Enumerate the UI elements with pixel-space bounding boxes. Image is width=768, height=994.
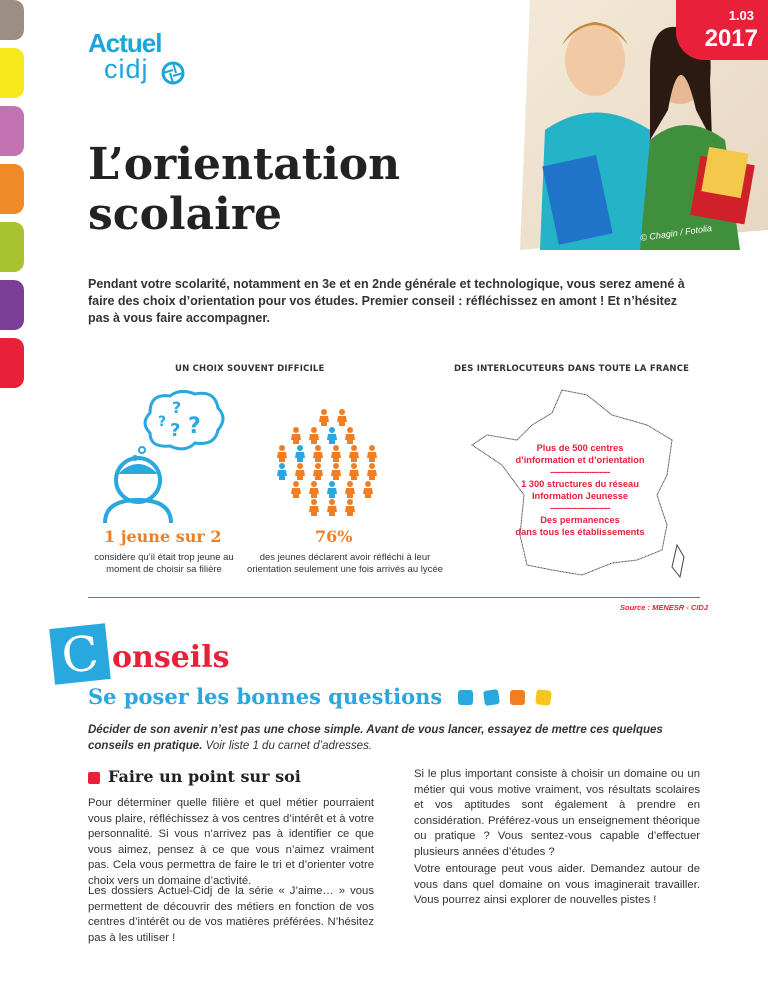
side-tab [0, 222, 24, 272]
intro-paragraph: Pendant votre scolarité, notamment en 3e et en 2nde générale et technologique, vous serez amené à faire des choix d’orientation pour vos études. Premier conseil : réfléchissez en amont ! Et n’hésitez pas à vous faire accompagner. [88, 277, 685, 325]
person-head [339, 409, 345, 415]
logo-aperture-icon [160, 60, 186, 86]
person-body [309, 488, 319, 498]
deco-square [458, 690, 473, 705]
page-title [88, 140, 400, 240]
person-head [321, 409, 327, 415]
map-item2-line2: Information Jeunesse [531, 491, 629, 501]
map-separator: ----------------------- [550, 503, 610, 513]
person-head [279, 463, 285, 469]
person-head [333, 463, 339, 469]
deco-square [510, 690, 525, 705]
person-head [311, 499, 317, 505]
person-body [345, 488, 355, 498]
infographic-heading-right: DES INTERLOCUTEURS DANS TOUTE LA FRANCE [454, 364, 690, 374]
person-body [331, 452, 341, 462]
section-title: onseils [112, 640, 230, 675]
person-body [319, 416, 329, 426]
person-body [363, 488, 373, 498]
col1-paragraph1: Pour déterminer quelle filière et quel métier pourraient vous plaire, réfléchissez à vos centres d’intérêt et à votre personnalité. Si vous n’arrivez pas à identifier ce que vous aimez, pensez à ce que vous n’aimez vraiment pas. Cela vous permettra de faire le tri et d’orienter votre choix vers un domaine d’activité. [88, 797, 374, 887]
person-body [309, 434, 319, 444]
person-body [349, 470, 359, 480]
map-item1-line1: Plus de 500 centres [536, 443, 624, 453]
person-body [291, 488, 301, 498]
thinking-person-icon [100, 388, 230, 523]
stat2-desc [240, 552, 450, 576]
side-tab [0, 106, 24, 156]
person-body [327, 488, 337, 498]
stat2-desc-line1: des jeunes déclarent avoir réfléchi à leur [259, 552, 431, 563]
person-head [279, 445, 285, 451]
person-body [295, 452, 305, 462]
photo-credit: © Chagin / Fotolia [639, 223, 713, 243]
map-item3-line1: Des permanences [540, 515, 620, 525]
column-heading: Faire un point sur soi [108, 767, 301, 786]
stat2-desc-line2: orientation seulement une fois arrivés au lycée [247, 564, 443, 575]
person-head [329, 427, 335, 433]
person-body [291, 434, 301, 444]
deco-square [483, 689, 500, 706]
map-item3-line2: dans tous les établissements [515, 527, 645, 537]
deco-square [535, 689, 551, 705]
person-body [327, 506, 337, 516]
col2-paragraph1: Si le plus important consiste à choisir un domaine ou un métier qui vous motive vraiment, vos résultats scolaires et vos aptitudes sont également à prendre en considération. Préférez-vous un enseignement théorique ou pratique ? Vous sentez-vous capable d’effectuer plusieurs années d’études ? [414, 768, 700, 858]
person-head [329, 499, 335, 505]
person-body [331, 470, 341, 480]
issue-code: 1.03 [728, 8, 754, 23]
svg-text:?: ? [170, 420, 181, 441]
col2-paragraph2: Votre entourage peut vous aider. Demandez autour de vous dans quel domaine on vous imaginerait travailler. Vous pourrez ainsi explorer de nouvelles pistes ! [414, 863, 700, 906]
stat1-desc-line2: moment de choisir sa filière [106, 564, 222, 575]
person-head [347, 427, 353, 433]
col1-paragraph2: Les dossiers Actuel-Cidj de la série « J’aime… » vous permettent de découvrir des métiers en fonction de vos centres d’intérêt ou de vos matières préférées. N’hésitez pas à les utiliser ! [88, 885, 374, 944]
person-head [369, 463, 375, 469]
side-tab [0, 164, 24, 214]
person-head [347, 499, 353, 505]
stat1-value: 1 jeune sur 2 [104, 527, 222, 546]
person-body [313, 470, 323, 480]
person-head [315, 445, 321, 451]
person-body [277, 470, 287, 480]
issue-year: 2017 [704, 25, 758, 52]
side-tab [0, 0, 24, 40]
infographic-heading-left: UN CHOIX SOUVENT DIFFICILE [175, 364, 325, 374]
person-body [277, 452, 287, 462]
person-head [297, 463, 303, 469]
person-head [293, 481, 299, 487]
map-item1-line2: d’information et d’orientation [515, 455, 645, 465]
svg-text:?: ? [158, 414, 167, 430]
stat1-desc-line1: considère qu’il était trop jeune au [94, 552, 234, 563]
crowd-people-icon [268, 405, 388, 520]
logo-actuel: Actuel [88, 28, 162, 58]
person-head [293, 427, 299, 433]
side-tab [0, 48, 24, 98]
bullet-square [88, 772, 100, 784]
section-initial: C [49, 623, 111, 685]
person-head [311, 427, 317, 433]
logo-cidj: cidj [104, 54, 149, 84]
person-body [349, 452, 359, 462]
person-body [327, 434, 337, 444]
person-body [345, 506, 355, 516]
divider [88, 597, 700, 598]
lead-reference: Voir liste 1 du carnet d’adresses. [202, 740, 373, 752]
source-note: Source : MENESR - CIDJ [620, 603, 708, 612]
person-head [365, 481, 371, 487]
subtitle: Se poser les bonnes questions [88, 684, 443, 709]
person-body [313, 452, 323, 462]
lead-paragraph [88, 722, 700, 754]
side-tab [0, 338, 24, 388]
svg-text:?: ? [188, 414, 201, 439]
person-body [367, 470, 377, 480]
person-head [311, 481, 317, 487]
person-head [315, 463, 321, 469]
person-body [367, 452, 377, 462]
lead-bold: Décider de son avenir n’est pas une chose simple. Avant de vous lancer, essayez de mettre ces quelques conseils en pratique. [88, 724, 663, 752]
svg-text:?: ? [172, 398, 182, 417]
person-body [309, 506, 319, 516]
stat1-desc [80, 552, 248, 576]
issue-badge [676, 0, 768, 60]
person-head [369, 445, 375, 451]
map-separator: ----------------------- [550, 467, 610, 477]
person-body [295, 470, 305, 480]
person-head [351, 463, 357, 469]
stat2-value: 76% [315, 527, 353, 546]
person-body [337, 416, 347, 426]
title-line1: L’orientation [88, 139, 401, 190]
person-head [333, 445, 339, 451]
person-head [329, 481, 335, 487]
person-head [297, 445, 303, 451]
side-tab [0, 280, 24, 330]
map-legend [510, 442, 650, 538]
person-body [345, 434, 355, 444]
title-line2: scolaire [88, 189, 283, 240]
person-head [347, 481, 353, 487]
map-item2-line1: 1 300 structures du réseau [521, 479, 639, 489]
person-head [351, 445, 357, 451]
